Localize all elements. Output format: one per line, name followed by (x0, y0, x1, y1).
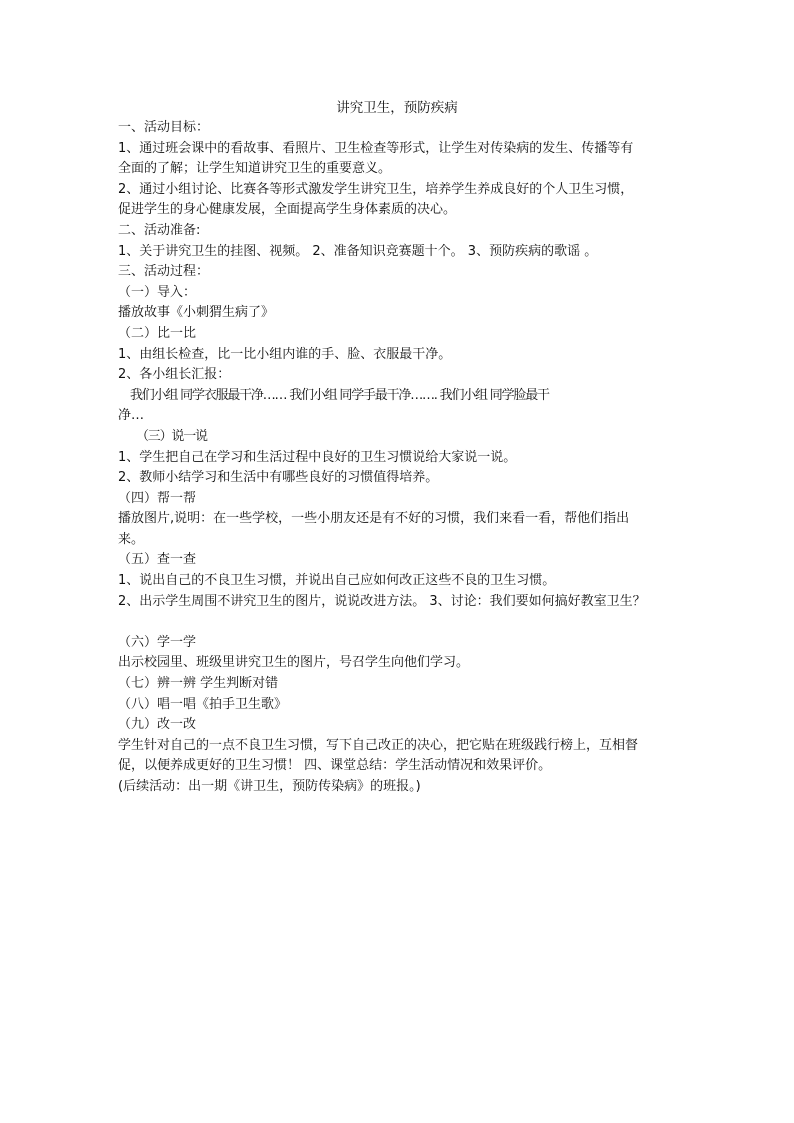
section-heading-preparation: 二、活动准备: (118, 222, 201, 238)
subheading-check: （五）查一查 (118, 552, 197, 568)
paragraph-line: 我们小组 同学衣服最干净…… 我们小组 同学手最干净……. 我们小组 同学脸最干 (130, 387, 549, 403)
paragraph-line: 播放图片,说明：在一些学校，一些小朋友还是有不好的习惯，我们来看一看，帮他们指出 (118, 511, 630, 527)
subheading-speak: （三）说一说 (136, 428, 207, 444)
subheading-correct: （九）改一改 (118, 717, 197, 733)
paragraph-line: 学生针对自己的一点不良卫生习惯，写下自己改正的决心，把它贴在班级践行榜上，互相督 (118, 737, 639, 753)
paragraph-line: 2、通过小组讨论、比赛各等形式激发学生讲究卫生，培养学生养成良好的个人卫生习惯， (118, 181, 634, 197)
section-heading-process: 三、活动过程： (118, 264, 210, 280)
paragraph-line: 1、学生把自己在学习和生活过程中良好的卫生习惯说给大家说一说。 (118, 449, 517, 465)
paragraph-line: 出示校园里、班级里讲究卫生的图片，号召学生向他们学习。 (118, 655, 470, 671)
subheading-intro: （一）导入： (118, 284, 197, 300)
blank-line (118, 612, 684, 633)
paragraph-line: 2、各小组长汇报： (118, 367, 231, 383)
section-heading-goals: 一、活动目标： (118, 120, 210, 135)
paragraph-line: 1、关于讲究卫生的挂图、视频。 2、准备知识竞赛题十个。 3、预防疾病的歌谣 。 (118, 243, 598, 259)
paragraph-line: 1、通过班会课中的看故事、看照片、卫生检查等形式，让学生对传染病的发生、传播等有 (118, 140, 634, 156)
paragraph-line: 播放故事《小刺猬生病了》 (118, 305, 275, 321)
document-body (118, 118, 684, 798)
paragraph-line: 全面的了解；让学生知道讲究卫生的重要意义。 (118, 161, 392, 177)
subheading-compare: （二）比一比 (118, 325, 197, 341)
document-title: 讲究卫生，预防疾病 (336, 100, 458, 116)
paragraph-line: 2、出示学生周围不讲究卫生的图片，说说改进方法。 3、讨论：我们要如何搞好教室卫生？ (118, 593, 646, 609)
paragraph-line: 来。 (118, 531, 145, 547)
subheading-learn: （六）学一学 (118, 634, 197, 650)
paragraph-line: 1、说出自己的不良卫生习惯，并说出自己应如何改正这些不良的卫生习惯。 (118, 573, 556, 589)
paragraph-line: 促，以便养成更好的卫生习惯！ 四、课堂总结：学生活动情况和效果评价。 (118, 758, 552, 774)
paragraph-line: 1、由组长检查，比一比小组内谁的手、脸、衣服最干净。 (118, 346, 452, 362)
paragraph-line: 促进学生的身心健康发展，全面提高学生身体素质的决心。 (118, 202, 457, 218)
paragraph-line: 2、教师小结学习和生活中有哪些良好的习惯值得培养。 (118, 470, 439, 486)
subheading-sing: （八）唱一唱《拍手卫生歌》 (118, 696, 288, 712)
follow-up-note: (后续活动：出一期《讲卫生，预防传染病》的班报。) (118, 779, 421, 794)
subheading-judge: （七）辨一辨 学生判断对错 (118, 676, 279, 692)
subheading-help: （四）帮一帮 (118, 490, 197, 506)
paragraph-line: 净… (118, 408, 145, 424)
